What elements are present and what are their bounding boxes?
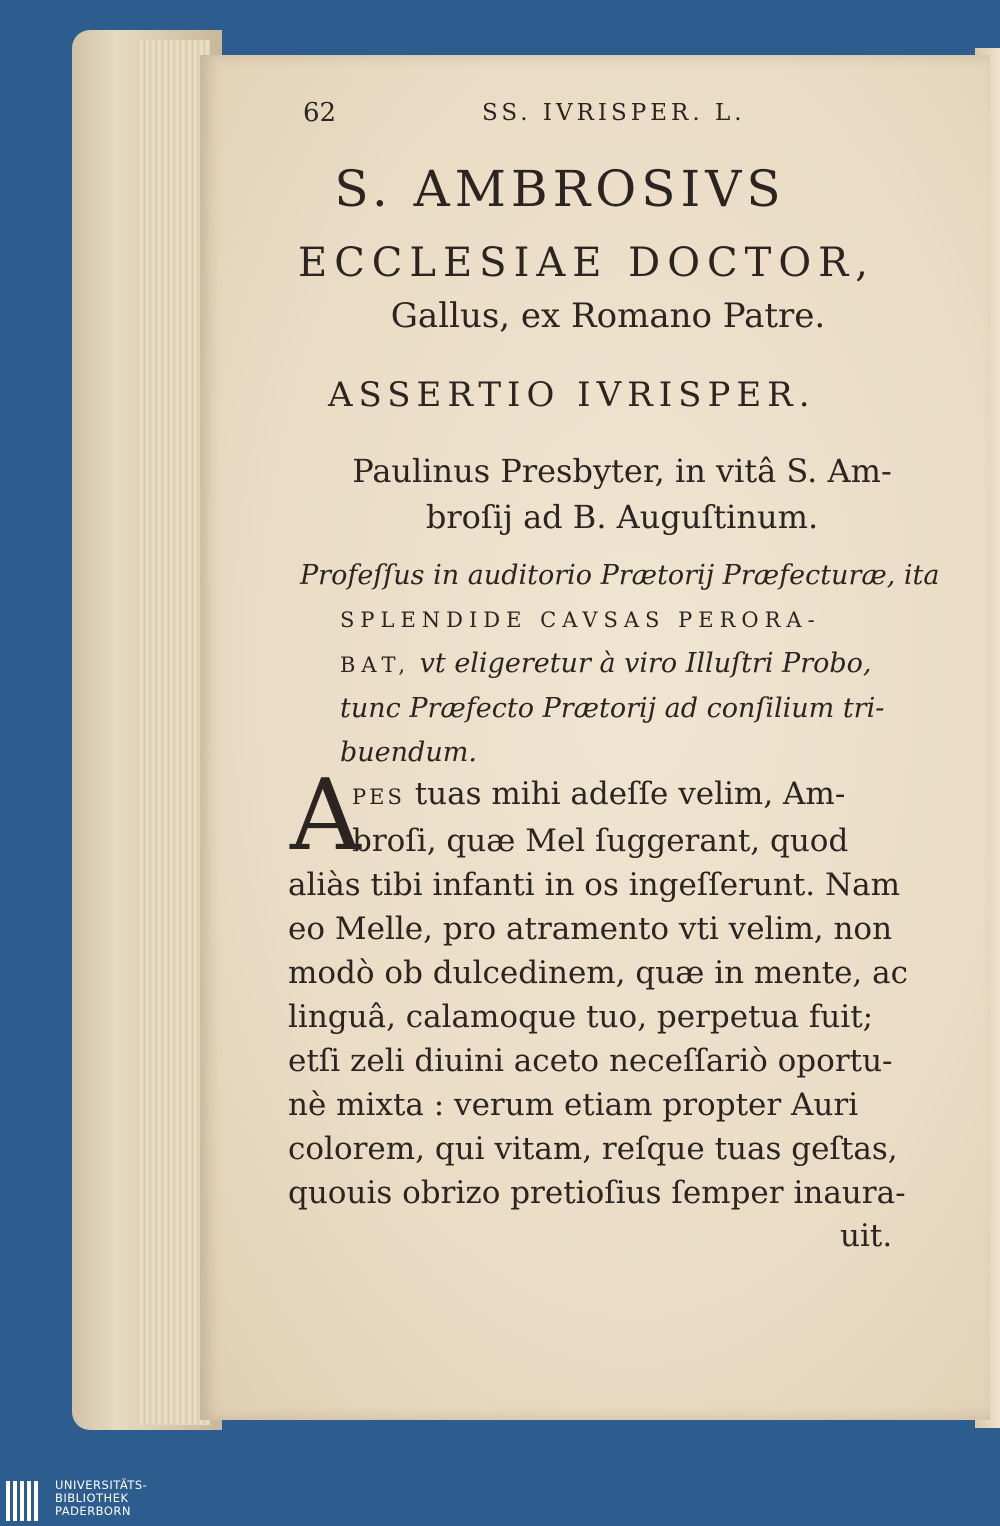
body-line: quouis obrizo pretioſius ſemper inaura- [288, 1175, 906, 1211]
page-number: 62 [303, 98, 337, 128]
quote-line: SPLENDIDE CAVSAS PERORA- [340, 608, 821, 632]
quote-line: tunc Præfecto Prætorij ad conſilium tri- [340, 693, 885, 724]
body-line: aliàs tibi infanti in os ingeſſerunt. Nam [288, 867, 901, 903]
body-line: linguâ, calamoque tuo, perpetua fuit; [288, 999, 874, 1035]
library-name-line: UNIVERSITÄTS- [55, 1478, 148, 1492]
source-line: Paulinus Presbyter, in vitâ S. Am- [352, 452, 892, 490]
library-footer [0, 1475, 1000, 1526]
library-logo-icon [6, 1481, 46, 1521]
running-head: SS. IVRISPER. L. [482, 100, 746, 126]
body-line: colorem, qui vitam, reſque tuas geſtas, [288, 1131, 898, 1167]
body-caps: PES [352, 785, 405, 809]
subtitle: ECCLESIAE DOCTOR, [298, 240, 875, 286]
source-line: broſij ad B. Auguſtinum. [425, 498, 819, 536]
body-line: broſi, quæ Mel ſuggerant, quod [352, 823, 849, 859]
library-name-line: PADERBORN [55, 1504, 132, 1518]
body-text-span: tuas mihi adeſſe velim, Am- [404, 776, 846, 812]
quote-line: Profeſſus in auditorio Prætorij Præfecturæ, ita [300, 560, 940, 591]
origin-line: Gallus, ex Romano Patre. [390, 296, 826, 336]
body-line: eo Melle, pro atramento vti velim, non [288, 911, 893, 947]
body-line: etſi zeli diuini aceto neceſſariò oportu- [288, 1043, 893, 1079]
quote-text: vt eligeretur à viro Illuſtri Probo, [411, 648, 872, 679]
body-text [288, 772, 920, 1215]
page-title: S. AMBROSIVS [334, 160, 786, 218]
catchword: uit. [840, 1218, 893, 1254]
body-line [288, 772, 920, 819]
page-header [0, 98, 1000, 138]
body-line: modò ob dulcedinem, quæ in mente, ac [288, 955, 908, 991]
quotation [300, 554, 940, 775]
quote-caps: BAT, [340, 653, 412, 677]
source-citation [342, 448, 902, 540]
quote-line: buendum. [340, 737, 477, 768]
quote-line [300, 642, 940, 687]
library-name [55, 1479, 147, 1518]
body-line: nè mixta : verum etiam propter Auri [288, 1087, 859, 1123]
drop-cap: A [290, 759, 361, 873]
library-name-line: BIBLIOTHEK [55, 1491, 129, 1505]
section-heading: ASSERTIO IVRISPER. [328, 375, 816, 415]
